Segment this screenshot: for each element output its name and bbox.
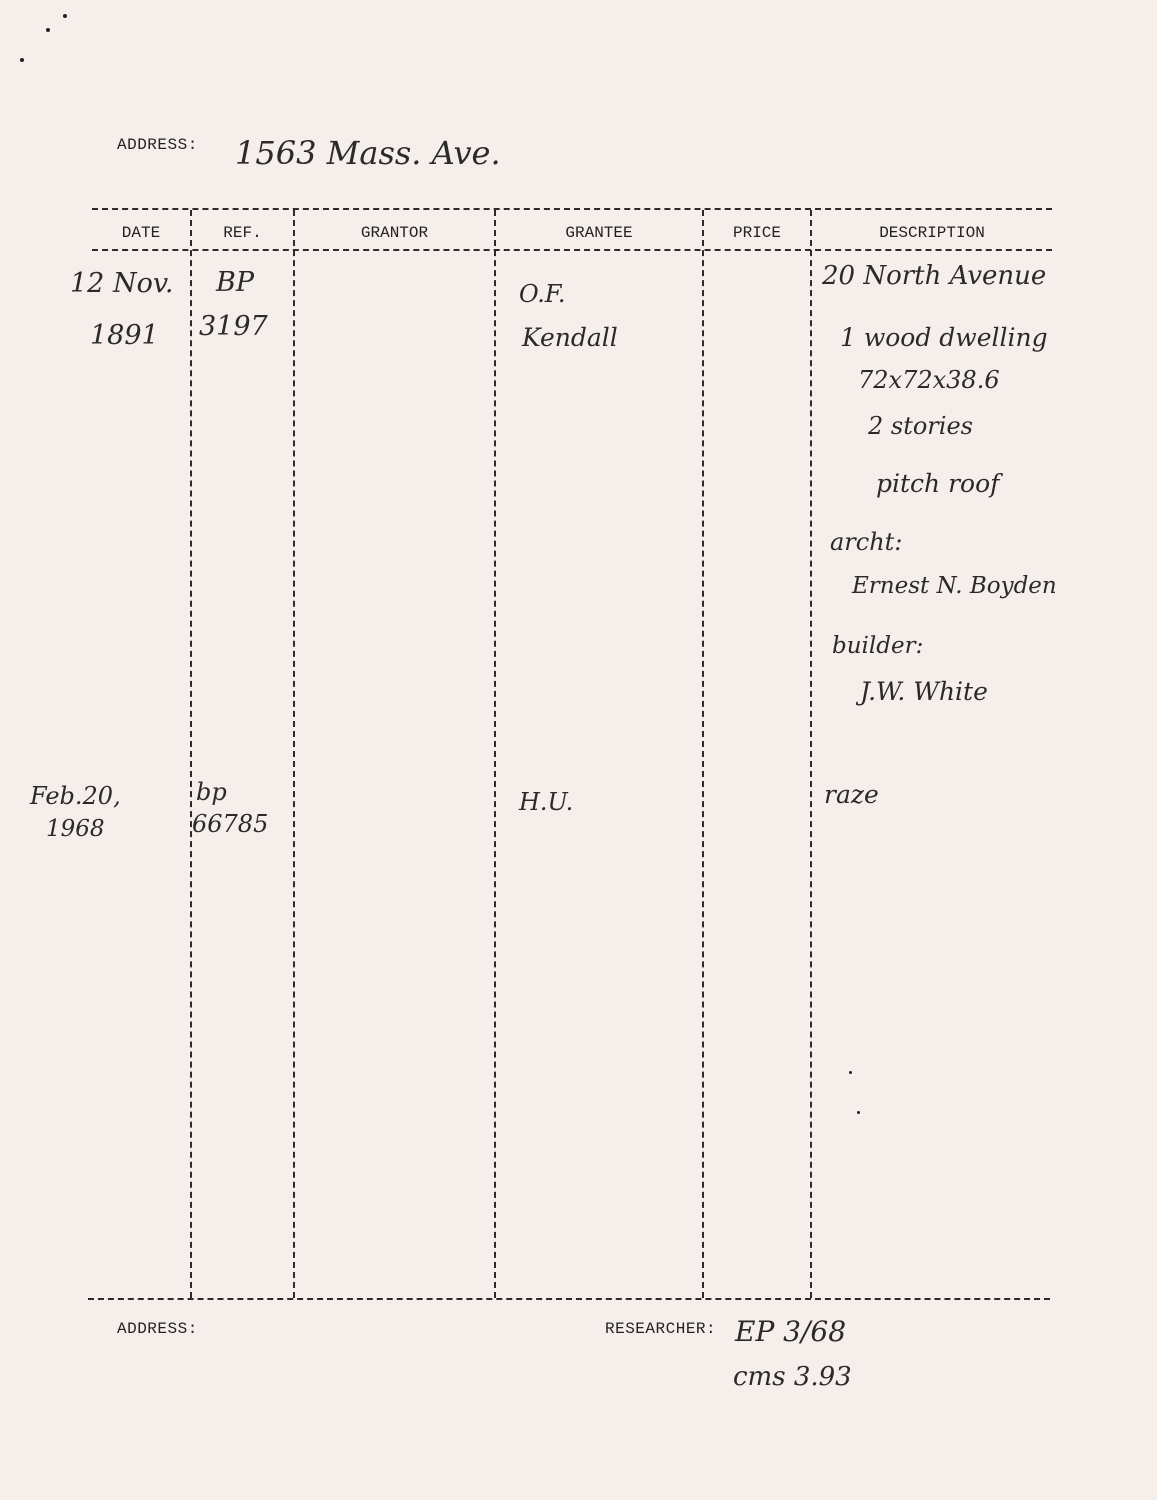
researcher-line2: cms 3.93 [733, 1362, 852, 1392]
column-divider [190, 210, 192, 1298]
column-divider [293, 210, 295, 1298]
column-header-ref: REF. [223, 224, 262, 242]
row1-description-line5: pitch roof [876, 469, 1000, 498]
column-divider [702, 210, 704, 1298]
row1-grantee-line2: Kendall [522, 323, 618, 352]
row1-description-line2: 1 wood dwelling [840, 323, 1048, 352]
ink-speck [63, 14, 67, 18]
ink-speck [849, 1071, 852, 1074]
column-header-grantor: GRANTOR [360, 224, 429, 242]
row1-date-line2: 1891 [90, 320, 159, 351]
table-bottom-rule [88, 1298, 1050, 1300]
table-top-rule [92, 208, 1052, 210]
column-header-price: PRICE [732, 224, 781, 242]
row1-description-line6: archt: [830, 528, 903, 556]
address-value: 1563 Mass. Ave. [235, 134, 501, 172]
column-header-description: DESCRIPTION [879, 224, 985, 242]
footer-address-label: ADDRESS: [117, 1320, 198, 1338]
row1-description-line3: 72x72x38.6 [858, 366, 1000, 394]
row1-description-line4: 2 stories [868, 412, 973, 440]
ink-speck [20, 58, 24, 62]
row1-description-line8: builder: [832, 633, 924, 659]
row1-date-line1: 12 Nov. [70, 268, 174, 299]
table-header-rule [92, 249, 1052, 251]
row1-description-line7: Ernest N. Boyden [852, 573, 1057, 599]
column-divider [494, 210, 496, 1298]
row1-description-line1: 20 North Avenue [822, 261, 1047, 291]
researcher-label: RESEARCHER: [605, 1320, 717, 1338]
row2-ref-line2: 66785 [192, 810, 269, 838]
row1-ref-line2: 3197 [199, 311, 268, 342]
column-header-date: DATE [121, 224, 161, 242]
researcher-line1: EP 3/68 [735, 1315, 847, 1348]
ink-speck [857, 1111, 860, 1114]
column-divider [810, 210, 812, 1298]
row2-date-line2: 1968 [46, 816, 105, 842]
row1-description-line9: J.W. White [860, 677, 988, 706]
row2-ref-line1: bp [196, 778, 227, 806]
column-header-grantee: GRANTEE [565, 224, 633, 242]
row2-date-line1: Feb.20, [30, 782, 121, 810]
row1-ref-line1: BP [216, 267, 255, 298]
row2-description-line1: raze [824, 780, 879, 809]
address-label: ADDRESS: [117, 136, 198, 154]
row2-grantee-line1: H.U. [519, 788, 574, 816]
row1-grantee-line1: O.F. [519, 280, 566, 308]
ink-speck [46, 28, 50, 32]
